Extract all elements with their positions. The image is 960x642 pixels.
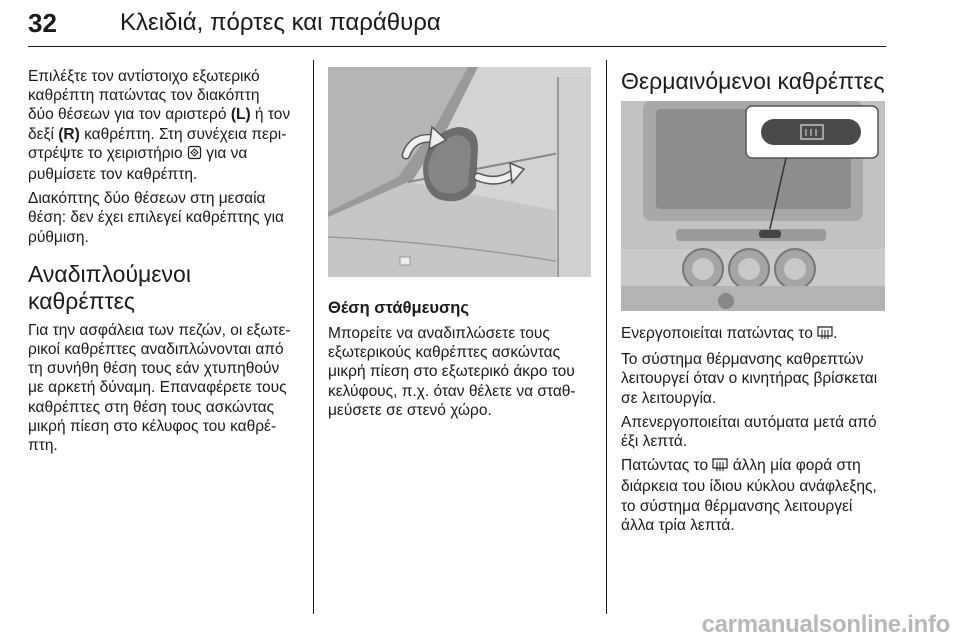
folding-mirrors-paragraph: Για την ασφάλεια των πεζών, οι εξωτε- ρικοί καθρέπτες αναδιπλώνονται από τη συνήθη θέση τους εάν χτυπηθούν με αρκετή δύναμη. Επαναφέρετε τους καθρέπτες στη θέση τους ασκώντας μικρή πίεση στο κέλυφος του καθρέ- πτη. — [28, 321, 291, 455]
left-column — [28, 67, 300, 460]
page-title: Κλειδιά, πόρτες και παράθυρα — [120, 9, 441, 36]
heated-mirror-icon — [712, 458, 728, 477]
page-header — [28, 6, 886, 46]
page-number: 32 — [28, 8, 57, 38]
column-divider-2 — [606, 60, 607, 614]
header-rule — [28, 46, 886, 47]
middle-column — [328, 298, 598, 425]
heated-mirror-button-illustration — [621, 101, 885, 311]
column-divider-1 — [313, 60, 314, 614]
right-column — [621, 324, 893, 540]
auto-off-paragraph: Απενεργοποιείται αυτόματα μετά από έξι λεπτά. — [621, 413, 877, 451]
engine-running-paragraph: Το σύστημα θέρμανσης καθρεπτών λειτουργεί όταν ο κινητήρας βρίσκεται σε λειτουργία. — [621, 351, 878, 407]
press-again-paragraph: Πατώντας το άλλη μία φορά στη διάρκεια του ίδιου κύκλου ανάφλεξης, το σύστημα θέρμανσης λειτουργεί άλλα τρία λεπτά. — [621, 457, 877, 534]
activation-paragraph: Ενεργοποιείται πατώντας το . — [621, 324, 893, 345]
right-key-label: (R) — [58, 125, 80, 143]
mirror-select-paragraph: Επιλέξτε τον αντίστοιχο εξωτερικό καθρέπτη πατώντας τον διακόπτη δύο θέσεων για τον αριστερό (L) ή τον δεξί (R) καθρέπτη. Στη συνέχεια περι- στρέψτε το χειριστήριο για να ρυθμίσετε τον καθρέπτη. — [28, 68, 291, 184]
heated-mirrors-heading: Θερμαινόμενοι καθρέπτες — [621, 68, 885, 94]
folding-mirrors-heading: Αναδιπλούμενοι καθρέπτες — [28, 260, 191, 314]
watermark: carmanualsonline.info — [701, 611, 950, 638]
right-column-heading-wrap — [621, 68, 891, 101]
folding-mirror-illustration — [328, 67, 591, 277]
parking-position-paragraph: Μπορείτε να αναδιπλώσετε τους εξωτερικούς καθρέπτες ασκώντας μικρή πίεση στο εξωτερικό άκρο του κελύφους, π.χ. όταν θέλετε να σταθ- μεύσετε σε στενό χώρο. — [328, 325, 576, 419]
heated-mirror-icon — [817, 326, 833, 345]
mirror-control-icon — [187, 145, 202, 165]
neutral-position-paragraph: Διακόπτης δύο θέσεων στη μεσαία θέση: δεν έχει επιλεγεί καθρέπτης για ρύθμιση. — [28, 190, 284, 246]
parking-position-heading: Θέση στάθμευσης — [328, 299, 469, 317]
left-key-label: (L) — [230, 106, 251, 124]
